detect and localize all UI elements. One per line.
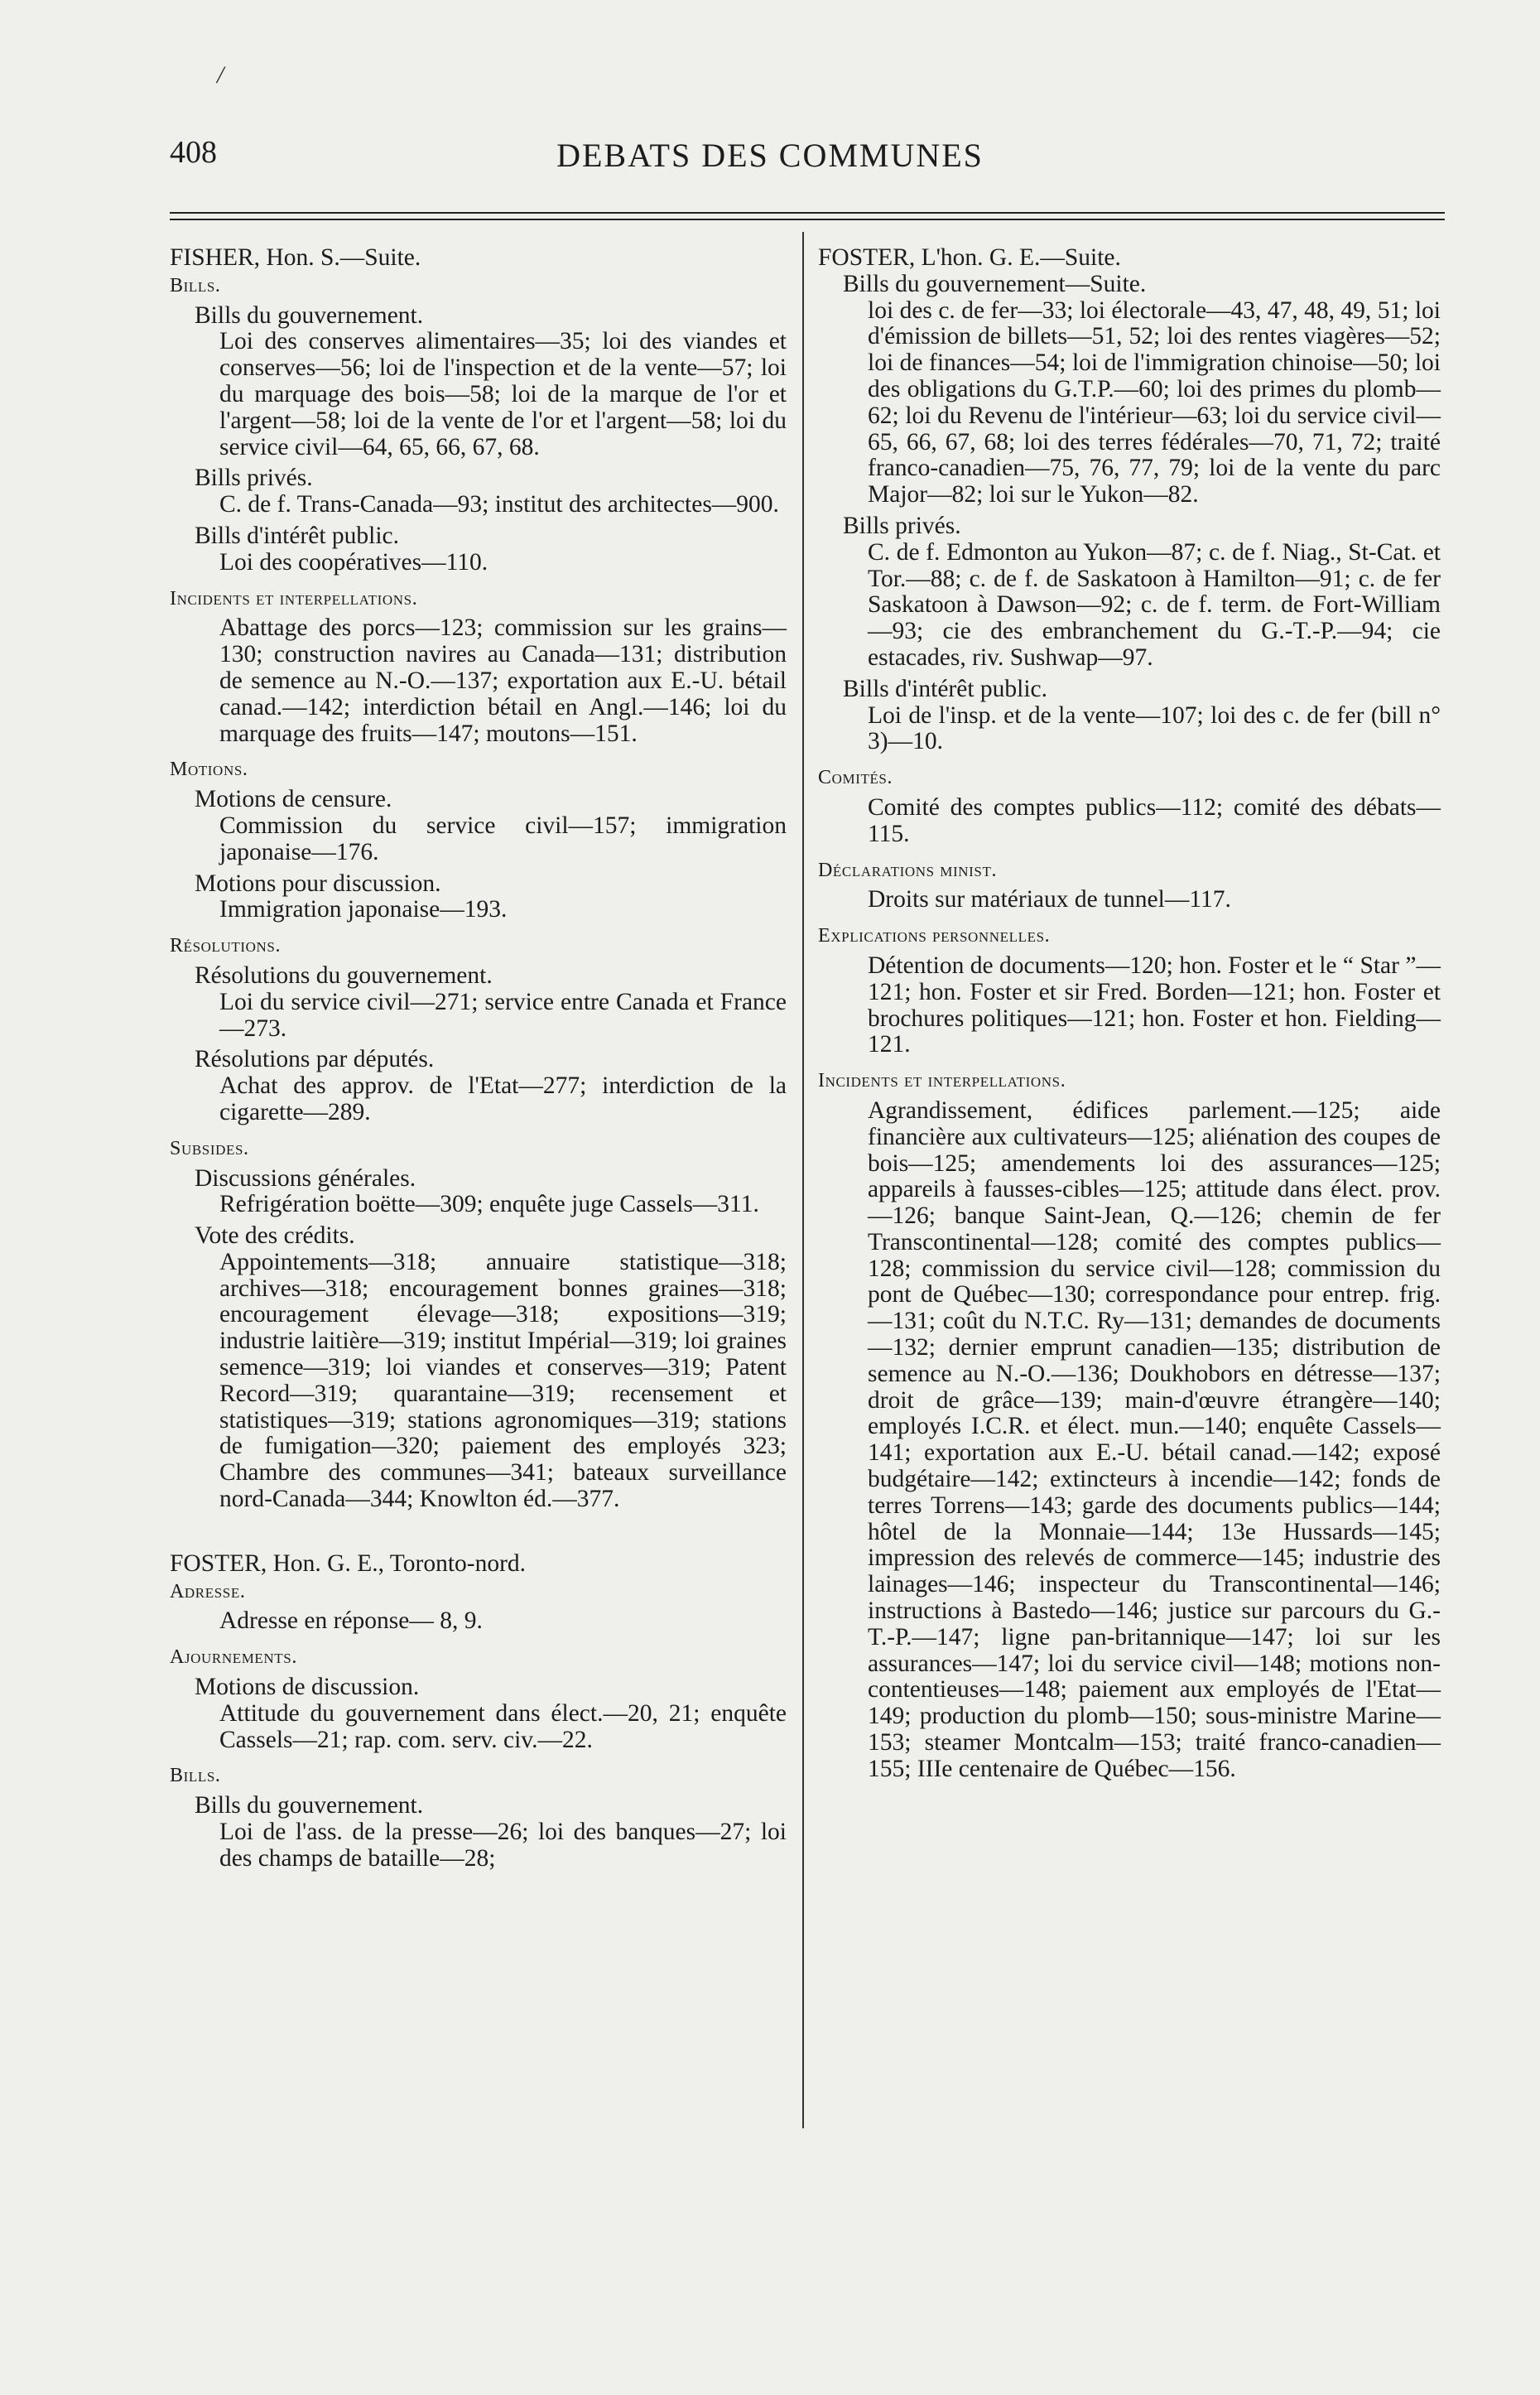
bills-gouvernement-suite-text: loi des c. de fer—33; loi électorale—43, 47, 48, 49, 51; loi d'émission de billets—51, 52; loi des rentes viagères—52; loi de finances—54; loi de l'immigration chinoise—50; loi des obligations du G.T.P.—60; loi des primes du plomb—62; loi du Revenu de l'intérieur—63; loi du service civil—65, 66, 67, 68; loi des terres fédérales—70, 71, 72; traité franco-canadien—75, 76, 77, 79; loi de la vente du parc Major—82; loi sur le Yukon—82. [868, 296, 1441, 508]
header-rule-bottom [170, 219, 1445, 220]
section-bills-foster: Bills. [170, 1765, 221, 1787]
section-incidents: Incidents et interpellations. [170, 587, 418, 610]
subsection-bills-gouvernement-suite: Bills du gouvernement—Suite. [843, 270, 1147, 297]
header-rule-top [170, 212, 1445, 214]
section-ajournements: Ajournements. [170, 1646, 297, 1669]
comites-text: Comité des comptes publics—112; comité des débats—115. [868, 793, 1441, 847]
section-comites: Comités. [818, 767, 893, 789]
subsection-motions-discussion-ajournements: Motions de discussion. [195, 1674, 420, 1701]
running-head: DEBATS DES COMMUNES [556, 137, 984, 174]
resolutions-gouvernement-text: Loi du service civil—271; service entre Canada et France—273. [219, 988, 787, 1042]
column-divider [802, 232, 804, 2128]
pencil-mark: / [217, 61, 224, 89]
subsection-motions-discussion: Motions pour discussion. [195, 870, 441, 897]
discussions-generales-text: Refrigération boëtte—309; enquête juge Cassels—311. [219, 1191, 759, 1218]
subsection-bills-interet-public: Bills d'intérêt public. [195, 522, 400, 549]
bills-interet-foster-text: Loi de l'insp. et de la vente—107; loi des c. de fer (bill n° 3)—10. [868, 701, 1441, 755]
subsection-vote-credits: Vote des crédits. [195, 1222, 355, 1250]
subsection-motions-censure: Motions de censure. [195, 786, 392, 813]
motions-censure-text: Commission du service civil—157; immigration japonaise—176. [219, 812, 787, 865]
section-bills: Bills. [170, 274, 221, 296]
bills-interet-public-text: Loi des coopératives—110. [219, 548, 488, 576]
adresse-text: Adresse en réponse— 8, 9. [219, 1607, 483, 1635]
entry-head-foster: FOSTER, Hon. G. E., Toronto-nord. [170, 1549, 527, 1577]
section-incidents-foster: Incidents et interpellations. [818, 1070, 1066, 1092]
right-column [818, 245, 1441, 1783]
section-motions: Motions. [170, 759, 248, 781]
page-number: 408 [170, 135, 217, 170]
subsection-bills-prives-foster: Bills privés. [843, 512, 961, 539]
bills-prives-text: C. de f. Trans-Canada—93; institut des architectes—900. [219, 491, 779, 518]
incidents-foster-text: Agrandissement, édifices parlement.—125; aide financière aux cultivateurs—125; aliénation des coupes de bois—125; amendements loi des assurances—125; appareils à fausses-cibles—125; attitude dans élect. prov.—126; banque Saint-Jean, Q.—126; chemin de fer Transcontinental—128; comité des comptes publics—128; commission du service civil—128; commission du pont de Québec—130; correspondance pour entrep. frig.—131; coût du N.T.C. Ry—131; demandes de documents—132; dernier emprunt canadien—135; distribution de semence au N.-O.—136; Doukhobors en détresse—137; droit de grâce—139; main-d'œuvre étrangère—140; employés I.C.R. et élect. mun.—140; enquête Cassels—141; exportation aux E.-U. bétail canad.—142; exposé budgétaire—142; extincteurs à incendie—142; fonds de terres Torrens—143; garde des documents publics—144; hôtel de la Monnaie—144; 13e Hussards—145; impression des relevés de commerce—145; industrie des lainages—146; inspecteur du Transcontinental—146; instructions à Bastedo—146; justice sur parcours du G.-T.-P.—147; ligne pan-britannique—147; loi sur les assurances—147; loi du service civil—148; motions non-contentieuses—148; paiement aux employés de l'Etat—149; production du plomb—150; sous-ministre Marine—153; steamer Montcalm—153; traité franco-canadien—155; IIIe centenaire de Québec—156. [868, 1096, 1441, 1782]
resolutions-deputes-text: Achat des approv. de l'Etat—277; interdiction de la cigarette—289. [219, 1072, 787, 1125]
vote-credits-text: Appointements—318; annuaire statistique—318; archives—318; encouragement bonnes graines—318; encouragement élevage—318; expositions—319; industrie laitière—319; institut Impérial—319; loi graines semence—319; loi viandes et conserves—319; Patent Record—319; quarantaine—319; recensement et statistiques—319; stations agronomiques—319; stations de fumigation—320; paiement des employés 323; Chambre des communes—341; bateaux surveillance nord-Canada—344; Knowlton éd.—377. [219, 1248, 787, 1513]
section-explications: Explications personnelles. [818, 925, 1051, 947]
motions-discussion-text: Immigration japonaise—193. [219, 896, 508, 923]
subsection-bills-gouvernement-foster: Bills du gouvernement. [195, 1792, 424, 1819]
declarations-text: Droits sur matériaux de tunnel—117. [868, 886, 1231, 913]
section-declarations: Déclarations minist. [818, 859, 998, 881]
entry-head-fisher: FISHER, Hon. S.—Suite. [170, 244, 421, 271]
subsection-resolutions-deputes: Résolutions par députés. [195, 1046, 435, 1073]
subsection-bills-interet-foster: Bills d'intérêt public. [843, 675, 1048, 702]
subsection-discussions-generales: Discussions générales. [195, 1164, 416, 1192]
section-subsides: Subsides. [170, 1137, 249, 1159]
section-resolutions: Résolutions. [170, 935, 282, 957]
incidents-text: Abattage des porcs—123; commission sur les grains—130; construction navires au Canada—131; distribution de semence au N.-O.—137; exportation aux E.-U. bétail canad.—142; interdiction bétail en Angl.—146; loi du marquage des fruits—147; moutons—151. [219, 614, 787, 747]
bills-gouvernement-text: Loi des conserves alimentaires—35; loi des viandes et conserves—56; loi de l'inspection et de la vente—57; loi du marquage des bois—58; loi de la marque de l'or et l'argent—58; loi de la vente de l'or et l'argent—58; loi du service civil—64, 65, 66, 67, 68. [219, 328, 787, 460]
bills-prives-foster-text: C. de f. Edmonton au Yukon—87; c. de f. Niag., St-Cat. et Tor.—88; c. de f. de Saskatoon à Hamilton—91; c. de fer Saskatoon à Dawson—92; c. de f. term. de Fort-William—93; cie des embranchement du G.-T.-P.—94; cie estacades, riv. Sushwap—97. [868, 538, 1441, 671]
ajournements-text: Attitude du gouvernement dans élect.—20, 21; enquête Cassels—21; rap. com. serv. civ.—22. [219, 1699, 787, 1753]
bills-gouvernement-foster-text: Loi de l'ass. de la presse—26; loi des banques—27; loi des champs de bataille—28; [219, 1819, 787, 1872]
left-column [170, 245, 787, 1872]
entry-head-foster-suite: FOSTER, L'hon. G. E.—Suite. [818, 244, 1121, 271]
section-adresse: Adresse. [170, 1580, 246, 1602]
explications-text: Détention de documents—120; hon. Foster et le “ Star ”—121; hon. Foster et sir Fred. Borden—121; hon. Foster et brochures politiques—121; hon. Foster et hon. Fielding—121. [868, 952, 1441, 1058]
subsection-resolutions-gouvernement: Résolutions du gouvernement. [195, 961, 493, 989]
subsection-bills-gouvernement: Bills du gouvernement. [195, 301, 424, 329]
subsection-bills-prives: Bills privés. [195, 465, 313, 492]
